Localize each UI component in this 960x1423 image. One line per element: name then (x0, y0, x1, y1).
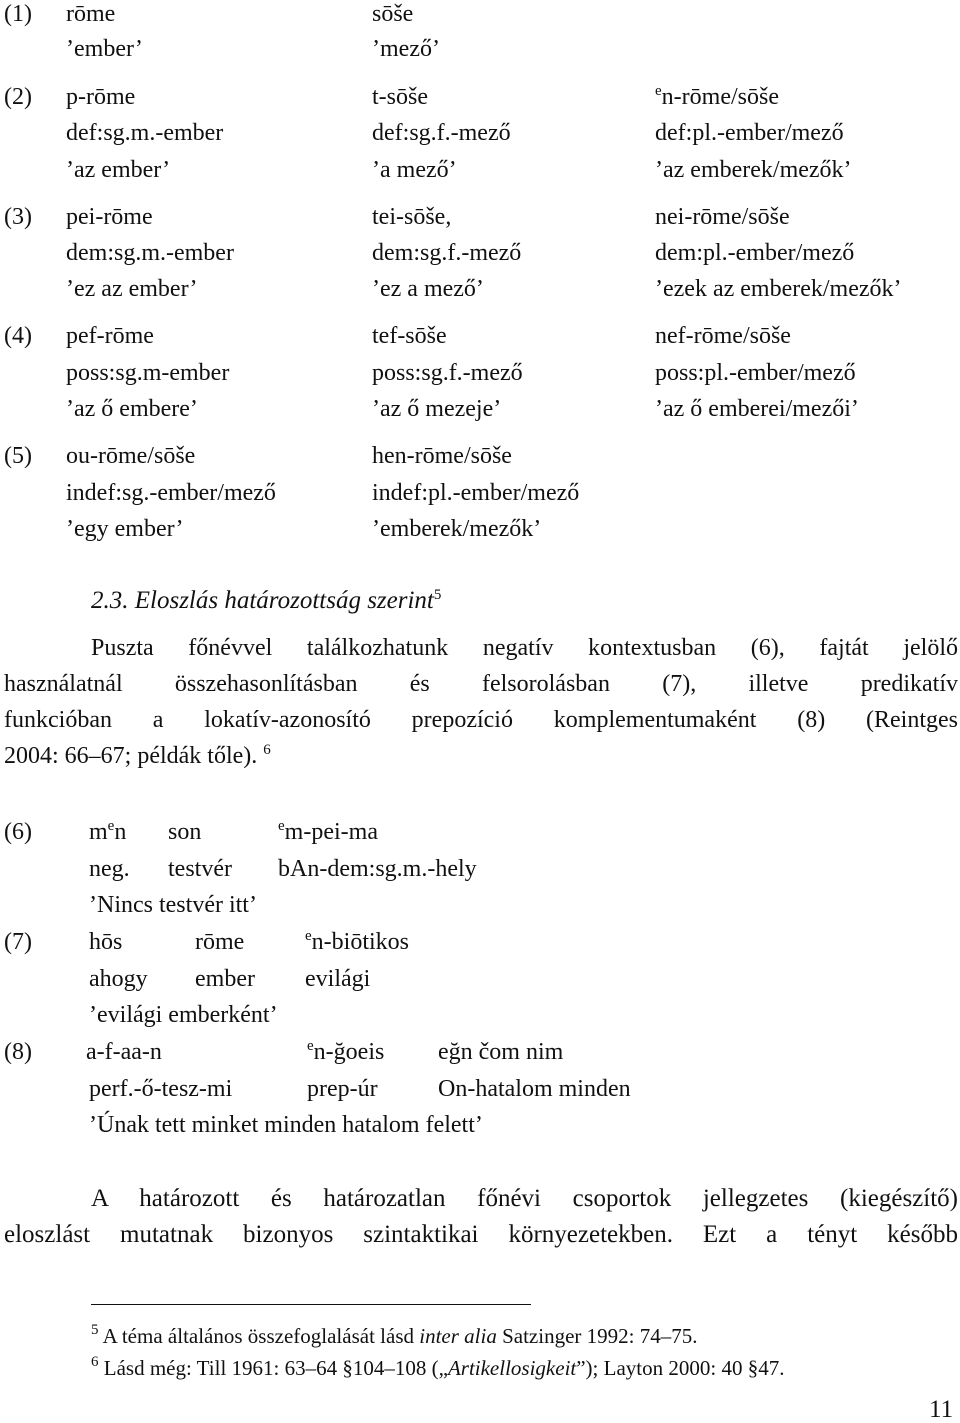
example-7-gloss-3: evilági (305, 966, 371, 992)
example-6-gloss-1: neg. (89, 856, 130, 882)
example-4-word-2: tef-sōše (372, 323, 447, 349)
paragraph-2-line-1: A határozott és határozatlan főnévi csoportok jellegzetes (kiegészítő) (91, 1185, 958, 1212)
example-6-word-1: $m^en$ (89, 818, 127, 845)
footnote-6: $^6$ Lásd még: Till 1961: 63–64 §104–108 („Artikellosigkeit”); Layton 2000: 40 §47. (91, 1354, 785, 1380)
example-2-gloss-2: def:sg.f.-mező (372, 120, 511, 146)
example-6-gloss-2: testvér (168, 856, 232, 882)
paragraph-1-line-1: Puszta főnévvel találkozhatunk negatív kontextusban (6), fajtát jelölő (91, 635, 958, 661)
paragraph-2 (4, 1181, 958, 1253)
example-4-translation-1: ’az ő embere’ (66, 396, 198, 422)
example-5-word-1: ou-rōme/sōše (66, 443, 196, 469)
example-5-number: (5) (4, 443, 32, 469)
example-8-word-2: $^e$n-ğoeis (307, 1038, 385, 1065)
example-3-translation-2: ’ez a mező’ (372, 276, 484, 302)
example-5-gloss-1: indef:sg.-ember/mező (66, 480, 276, 506)
example-2-word-2: t-sōše (372, 84, 428, 110)
example-8-gloss-2: prep-úr (307, 1076, 378, 1102)
example-1-translation-1: ’ember’ (66, 36, 143, 62)
example-5-gloss-2: indef:pl.-ember/mező (372, 480, 580, 506)
example-7-word-1: hōs (89, 929, 123, 955)
example-8-gloss-3: On-hatalom minden (438, 1076, 631, 1102)
example-3-word-3: nei-rōme/sōše (655, 204, 790, 230)
page-number: 11 (929, 1396, 954, 1423)
example-4-gloss-3: poss:pl.-ember/mező (655, 360, 856, 386)
example-1-number: (1) (4, 1, 32, 27)
example-5-translation-2: ’emberek/mezők’ (372, 516, 542, 542)
example-1-translation-2: ’mező’ (372, 36, 440, 62)
example-8-number: (8) (4, 1039, 32, 1065)
footnote-5: $^5$ A téma általános összefoglalását lásd inter alia Satzinger 1992: 74–75. (91, 1322, 698, 1348)
paragraph-2-line-2: eloszlást mutatnak bizonyos szintaktikai környezetekben. Ezt a tényt később (4, 1221, 958, 1248)
section-heading: 2.3. Eloszlás határozottság szerint$^5$ (91, 587, 442, 614)
paragraph-1-line-3: funkcióban a lokatív-azonosító prepozíció komplementumaként (8) (Reintges (4, 707, 958, 733)
paragraph-1 (4, 630, 958, 777)
example-5-word-2: hen-rōme/sōše (372, 443, 512, 469)
footnote-ref-6: 6 (263, 742, 271, 758)
footnote-separator (91, 1304, 531, 1305)
example-2-gloss-3: def:pl.-ember/mező (655, 120, 844, 146)
example-2-translation-3: ’az emberek/mezők’ (655, 157, 852, 183)
example-4-translation-3: ’az ő emberei/mezői’ (655, 396, 859, 422)
example-8-translation: ’Únak tett minket minden hatalom felett’ (89, 1112, 483, 1138)
example-1-word-2: sōše (372, 1, 414, 27)
example-3-gloss-1: dem:sg.m.-ember (66, 240, 234, 266)
example-4-word-1: pef-rōme (66, 323, 154, 349)
example-3-translation-3: ’ezek az emberek/mezők’ (655, 276, 902, 302)
example-4-number: (4) (4, 323, 32, 349)
example-2-gloss-1: def:sg.m.-ember (66, 120, 224, 146)
example-3-gloss-3: dem:pl.-ember/mező (655, 240, 855, 266)
paragraph-1-line-4: 2004: 66–67; példák tőle). $^6$ (4, 742, 271, 769)
example-2-number: (2) (4, 84, 32, 110)
example-3-number: (3) (4, 204, 32, 230)
example-5-translation-1: ’egy ember’ (66, 516, 184, 542)
example-4-gloss-1: poss:sg.m-ember (66, 360, 230, 386)
footnote-ref-5: 5 (433, 587, 442, 603)
example-7-gloss-2: ember (195, 966, 255, 992)
example-8-word-3: eğn čom nim (438, 1039, 564, 1065)
example-4-translation-2: ’az ő mezeje’ (372, 396, 502, 422)
example-6-translation: ’Nincs testvér itt’ (89, 892, 257, 918)
example-1-word-1: rōme (66, 1, 116, 27)
example-3-word-1: pei-rōme (66, 204, 153, 230)
example-6-word-3: $^e$m-pei-ma (278, 818, 378, 845)
example-2-word-1: p-rōme (66, 84, 136, 110)
example-2-translation-2: ’a mező’ (372, 157, 457, 183)
example-6-number: (6) (4, 819, 32, 845)
example-7-number: (7) (4, 929, 32, 955)
paragraph-1-line-2: használatnál összehasonlításban és felsorolásban (7), illetve predikatív (4, 671, 958, 697)
example-8-gloss-1: perf.-ő-tesz-mi (89, 1076, 233, 1102)
example-7-word-3: $^e$n-biōtikos (305, 928, 410, 955)
example-3-gloss-2: dem:sg.f.-mező (372, 240, 522, 266)
example-2-word-3: $^e$n-rōme/sōše (655, 83, 779, 110)
example-4-gloss-2: poss:sg.f.-mező (372, 360, 523, 386)
example-3-word-2: tei-sōše, (372, 204, 452, 230)
example-3-translation-1: ’ez az ember’ (66, 276, 198, 302)
example-7-gloss-1: ahogy (89, 966, 148, 992)
example-7-word-2: rōme (195, 929, 245, 955)
example-2-sup: e (655, 83, 662, 99)
example-8-word-1: a-f-aa-n (86, 1039, 162, 1065)
example-2-translation-1: ’az ember’ (66, 157, 171, 183)
example-4-word-3: nef-rōme/sōše (655, 323, 791, 349)
example-6-word-2: son (168, 819, 202, 845)
example-6-gloss-3: bAn-dem:sg.m.-hely (278, 856, 477, 882)
example-7-translation: ’evilági emberként’ (89, 1002, 278, 1028)
